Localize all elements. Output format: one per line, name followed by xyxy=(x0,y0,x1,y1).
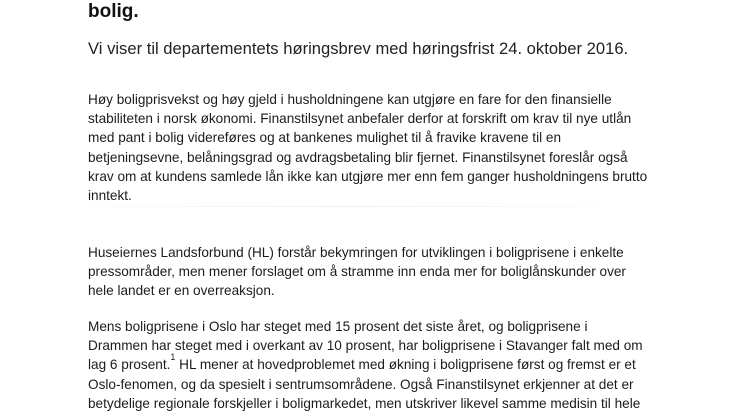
paragraph-2 xyxy=(88,243,626,301)
paragraph-line: Oslo-fenomen, og da spesielt i sentrumsområdene. Også Finanstilsynet erkjenner at det er xyxy=(88,376,634,392)
line-text-before-footnote: lag 6 prosent. xyxy=(88,357,171,373)
paragraph-line: Drammen har steget med i overkant av 10 prosent, har boligprisene i Stavanger falt med om xyxy=(88,338,643,354)
line-text-after-footnote: HL mener at hovedproblemet med økning i boligprisene først og fremst er et xyxy=(175,357,636,373)
paragraph-line: med pant i bolig videreføres og at bankenes mulighet til å fravike kravene til en xyxy=(88,130,562,146)
paragraph-line: hele landet er en overreaksjon. xyxy=(88,283,275,299)
paragraph-line: krav om at kundens samlede lån ikke kan utgjøre mer enn fem ganger husholdningens brutto xyxy=(88,168,648,184)
paragraph-line: Huseiernes Landsforbund (HL) forstår bekymringen for utviklingen i boligprisene i enkelte xyxy=(88,245,624,260)
paragraph-line: Høy boligprisvekst og høy gjeld i husholdningene kan utgjøre en fare for den finansielle xyxy=(88,92,612,107)
paragraph-1 xyxy=(88,90,647,205)
paragraph-line: Mens boligprisene i Oslo har steget med 15 prosent det siste året, og boligprisene i xyxy=(88,319,588,334)
paragraph-line: stabiliteten i norsk økonomi. Finanstilsynet anbefaler derfor at forskrift om krav til nye utlån xyxy=(88,111,632,127)
scan-divider xyxy=(10,206,680,207)
heading-fragment: bolig. xyxy=(88,1,139,22)
paragraph-line-with-footnote xyxy=(88,352,643,374)
paragraph-line: inntekt. xyxy=(88,188,132,204)
intro-line: Vi viser til departementets høringsbrev med høringsfrist 24. oktober 2016. xyxy=(88,39,629,58)
paragraph-line: betydelige regionale forskjeller i boligmarkedet, men utskriver likevel samme medisin til hele xyxy=(88,395,641,411)
paragraph-3 xyxy=(88,317,643,413)
footnote-marker[interactable]: 1 xyxy=(170,352,176,363)
paragraph-line: pressområder, men mener forslaget om å stramme inn enda mer for boliglånskunder over xyxy=(88,264,626,280)
paragraph-line: betjeningsevne, belåningsgrad og avdragsbetaling blir fjernet. Finanstilsynet foreslår også xyxy=(88,149,628,165)
